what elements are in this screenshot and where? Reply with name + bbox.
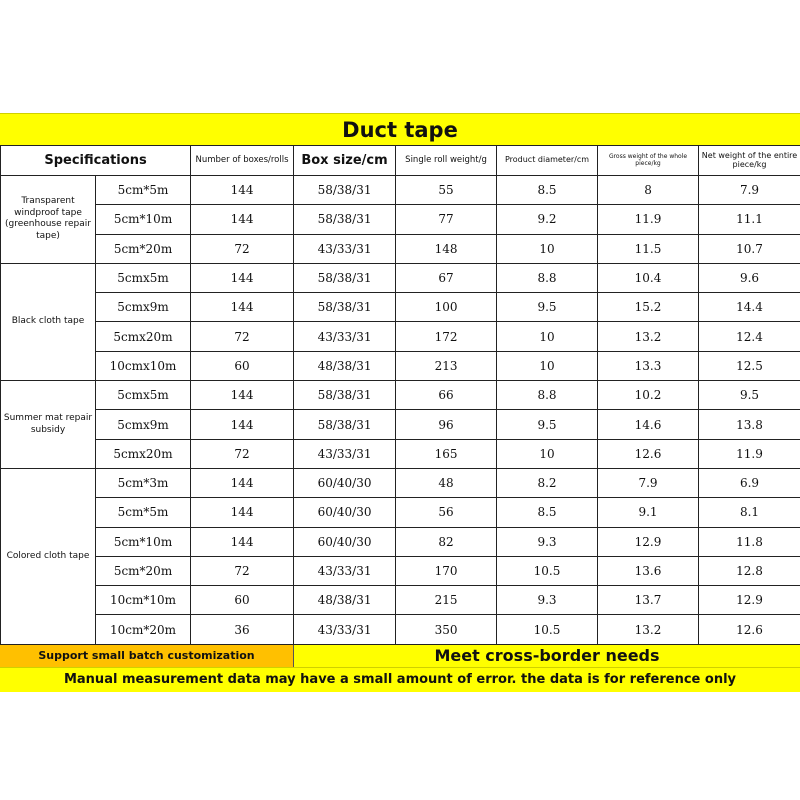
cell-spec: 5cmx20m (96, 322, 191, 351)
spec-table (0, 145, 800, 645)
cell-box-size: 58/38/31 (294, 293, 396, 322)
cell-roll-weight: 213 (396, 351, 497, 380)
cell-box-size: 60/40/30 (294, 468, 396, 497)
cell-spec: 5cm*3m (96, 468, 191, 497)
table-row (1, 205, 800, 234)
cell-spec: 5cmx9m (96, 410, 191, 439)
cell-net-weight: 10.7 (699, 234, 800, 263)
table-row (1, 468, 800, 497)
group-name: Transparent windproof tape (greenhouse repair tape) (1, 176, 96, 264)
cell-diameter: 10 (497, 234, 598, 263)
header-row (1, 146, 800, 176)
cell-roll-weight: 170 (396, 556, 497, 585)
cell-roll-weight: 165 (396, 439, 497, 468)
cell-boxes: 144 (191, 205, 294, 234)
cell-gross-weight: 9.1 (598, 498, 699, 527)
cell-box-size: 58/38/31 (294, 263, 396, 292)
header-product-diameter: Product diameter/cm (497, 146, 598, 176)
table-row (1, 351, 800, 380)
cell-gross-weight: 7.9 (598, 468, 699, 497)
cell-boxes: 60 (191, 586, 294, 615)
cell-spec: 5cm*10m (96, 205, 191, 234)
group-name: Colored cloth tape (1, 468, 96, 644)
cell-box-size: 48/38/31 (294, 586, 396, 615)
cell-spec: 5cmx20m (96, 439, 191, 468)
cell-spec: 5cmx9m (96, 293, 191, 322)
table-row (1, 381, 800, 410)
cell-net-weight: 13.8 (699, 410, 800, 439)
cell-boxes: 72 (191, 234, 294, 263)
table-row (1, 439, 800, 468)
cell-box-size: 43/33/31 (294, 439, 396, 468)
cell-diameter: 8.2 (497, 468, 598, 497)
header-single-roll-weight: Single roll weight/g (396, 146, 497, 176)
spec-sheet (0, 113, 800, 692)
table-row (1, 176, 800, 205)
table-row (1, 527, 800, 556)
cell-roll-weight: 350 (396, 615, 497, 644)
cell-net-weight: 14.4 (699, 293, 800, 322)
cell-net-weight: 9.5 (699, 381, 800, 410)
cell-roll-weight: 215 (396, 586, 497, 615)
cell-boxes: 144 (191, 176, 294, 205)
cell-diameter: 10 (497, 351, 598, 380)
cell-gross-weight: 15.2 (598, 293, 699, 322)
cell-diameter: 10 (497, 439, 598, 468)
cell-diameter: 8.5 (497, 176, 598, 205)
cell-boxes: 144 (191, 263, 294, 292)
footer-disclaimer: Manual measurement data may have a small amount of error. the data is for reference only (0, 667, 800, 692)
cell-spec: 5cm*20m (96, 234, 191, 263)
table-row (1, 615, 800, 644)
footer-customization: Support small batch customization (0, 645, 294, 667)
table-row (1, 234, 800, 263)
cell-net-weight: 12.8 (699, 556, 800, 585)
cell-net-weight: 11.9 (699, 439, 800, 468)
cell-box-size: 43/33/31 (294, 234, 396, 263)
cell-spec: 5cm*5m (96, 176, 191, 205)
cell-diameter: 9.5 (497, 293, 598, 322)
header-box-size: Box size/cm (294, 146, 396, 176)
cell-spec: 10cm*10m (96, 586, 191, 615)
cell-boxes: 72 (191, 439, 294, 468)
header-gross-weight: Gross weight of the whole piece/kg (598, 146, 699, 176)
cell-diameter: 10.5 (497, 615, 598, 644)
cell-gross-weight: 11.5 (598, 234, 699, 263)
footer-bar (0, 645, 800, 667)
cell-boxes: 144 (191, 468, 294, 497)
cell-roll-weight: 100 (396, 293, 497, 322)
table-row (1, 410, 800, 439)
cell-gross-weight: 14.6 (598, 410, 699, 439)
cell-gross-weight: 13.7 (598, 586, 699, 615)
group-name: Black cloth tape (1, 263, 96, 380)
cell-net-weight: 12.5 (699, 351, 800, 380)
cell-roll-weight: 48 (396, 468, 497, 497)
cell-gross-weight: 8 (598, 176, 699, 205)
cell-gross-weight: 13.2 (598, 615, 699, 644)
cell-diameter: 9.5 (497, 410, 598, 439)
table-row (1, 263, 800, 292)
cell-spec: 10cm*20m (96, 615, 191, 644)
cell-boxes: 144 (191, 381, 294, 410)
cell-diameter: 10 (497, 322, 598, 351)
cell-net-weight: 12.6 (699, 615, 800, 644)
cell-spec: 5cm*5m (96, 498, 191, 527)
cell-box-size: 60/40/30 (294, 498, 396, 527)
footer-cross-border: Meet cross-border needs (294, 645, 800, 667)
cell-gross-weight: 12.6 (598, 439, 699, 468)
cell-net-weight: 12.4 (699, 322, 800, 351)
cell-boxes: 36 (191, 615, 294, 644)
cell-diameter: 8.8 (497, 263, 598, 292)
table-row (1, 556, 800, 585)
cell-boxes: 60 (191, 351, 294, 380)
cell-gross-weight: 13.2 (598, 322, 699, 351)
cell-roll-weight: 148 (396, 234, 497, 263)
cell-diameter: 10.5 (497, 556, 598, 585)
cell-diameter: 9.3 (497, 586, 598, 615)
table-row (1, 498, 800, 527)
cell-gross-weight: 11.9 (598, 205, 699, 234)
cell-spec: 5cm*10m (96, 527, 191, 556)
cell-spec: 5cmx5m (96, 263, 191, 292)
cell-gross-weight: 10.4 (598, 263, 699, 292)
cell-box-size: 58/38/31 (294, 381, 396, 410)
cell-boxes: 72 (191, 556, 294, 585)
cell-net-weight: 9.6 (699, 263, 800, 292)
cell-roll-weight: 66 (396, 381, 497, 410)
cell-box-size: 58/38/31 (294, 410, 396, 439)
cell-boxes: 144 (191, 498, 294, 527)
cell-net-weight: 6.9 (699, 468, 800, 497)
table-row (1, 322, 800, 351)
cell-net-weight: 11.1 (699, 205, 800, 234)
cell-box-size: 43/33/31 (294, 615, 396, 644)
header-number-of-boxes: Number of boxes/rolls (191, 146, 294, 176)
cell-gross-weight: 12.9 (598, 527, 699, 556)
cell-spec: 5cmx5m (96, 381, 191, 410)
cell-net-weight: 12.9 (699, 586, 800, 615)
cell-box-size: 43/33/31 (294, 556, 396, 585)
cell-net-weight: 8.1 (699, 498, 800, 527)
cell-boxes: 144 (191, 527, 294, 556)
cell-roll-weight: 77 (396, 205, 497, 234)
header-net-weight: Net weight of the entire piece/kg (699, 146, 800, 176)
cell-roll-weight: 96 (396, 410, 497, 439)
cell-diameter: 8.5 (497, 498, 598, 527)
cell-box-size: 58/38/31 (294, 205, 396, 234)
cell-boxes: 144 (191, 293, 294, 322)
cell-box-size: 48/38/31 (294, 351, 396, 380)
table-row (1, 586, 800, 615)
cell-spec: 10cmx10m (96, 351, 191, 380)
cell-gross-weight: 10.2 (598, 381, 699, 410)
cell-box-size: 58/38/31 (294, 176, 396, 205)
cell-roll-weight: 172 (396, 322, 497, 351)
cell-roll-weight: 82 (396, 527, 497, 556)
cell-net-weight: 11.8 (699, 527, 800, 556)
cell-roll-weight: 55 (396, 176, 497, 205)
cell-diameter: 9.2 (497, 205, 598, 234)
cell-spec: 5cm*20m (96, 556, 191, 585)
cell-gross-weight: 13.6 (598, 556, 699, 585)
table-row (1, 293, 800, 322)
cell-roll-weight: 56 (396, 498, 497, 527)
cell-diameter: 9.3 (497, 527, 598, 556)
cell-gross-weight: 13.3 (598, 351, 699, 380)
header-specifications: Specifications (1, 146, 191, 176)
cell-net-weight: 7.9 (699, 176, 800, 205)
cell-roll-weight: 67 (396, 263, 497, 292)
cell-boxes: 144 (191, 410, 294, 439)
sheet-title: Duct tape (0, 113, 800, 145)
cell-diameter: 8.8 (497, 381, 598, 410)
cell-boxes: 72 (191, 322, 294, 351)
cell-box-size: 43/33/31 (294, 322, 396, 351)
cell-box-size: 60/40/30 (294, 527, 396, 556)
group-name: Summer mat repair subsidy (1, 381, 96, 469)
